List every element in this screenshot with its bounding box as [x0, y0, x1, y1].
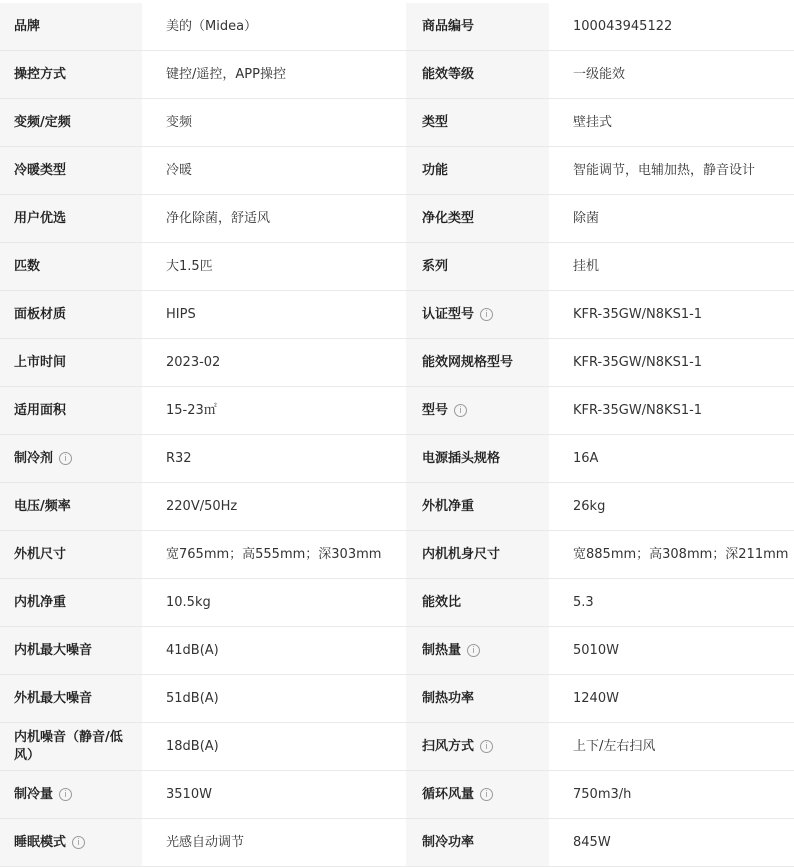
spec-value-cell [142, 339, 406, 387]
spec-value-cell [549, 483, 794, 531]
spec-row [0, 579, 794, 627]
spec-key: 变频/定频 [14, 114, 71, 130]
spec-value-cell [142, 243, 406, 291]
spec-row [0, 483, 794, 531]
spec-key: 商品编号 [422, 18, 475, 34]
spec-key-cell [0, 723, 142, 771]
spec-value-cell [142, 435, 406, 483]
spec-key: 认证型号 [422, 306, 475, 322]
spec-key-cell [0, 483, 142, 531]
info-icon[interactable]: i [467, 644, 480, 657]
spec-value-cell [142, 387, 406, 435]
spec-value: 51dB(A) [166, 690, 219, 706]
spec-row [0, 435, 794, 483]
spec-key: 冷暖类型 [14, 162, 67, 178]
spec-key-cell [406, 483, 549, 531]
spec-key-cell [406, 819, 549, 867]
spec-value-cell [549, 339, 794, 387]
spec-value-cell [142, 195, 406, 243]
spec-value: 2023-02 [166, 354, 221, 370]
spec-value-cell [549, 147, 794, 195]
spec-value-cell [142, 51, 406, 99]
spec-key: 制热量 [422, 642, 462, 658]
spec-value: 宽885mm；高308mm；深211mm [573, 546, 789, 562]
spec-key-cell [0, 627, 142, 675]
spec-value: 1240W [573, 690, 619, 706]
info-icon[interactable]: i [454, 404, 467, 417]
spec-value: 光感自动调节 [166, 834, 245, 850]
spec-key-cell [406, 291, 549, 339]
spec-key: 型号 [422, 402, 449, 418]
spec-row [0, 531, 794, 579]
spec-key-cell [0, 435, 142, 483]
spec-value: 挂机 [573, 258, 600, 274]
spec-key: 净化类型 [422, 210, 475, 226]
spec-value: 845W [573, 834, 611, 850]
spec-key-cell [406, 723, 549, 771]
spec-value: 3510W [166, 786, 212, 802]
spec-value: 变频 [166, 114, 193, 130]
spec-key: 品牌 [14, 18, 41, 34]
spec-key: 功能 [422, 162, 449, 178]
spec-value-cell [142, 531, 406, 579]
spec-value-cell [142, 723, 406, 771]
spec-value-cell [549, 531, 794, 579]
spec-key-cell [406, 147, 549, 195]
spec-row [0, 339, 794, 387]
spec-value: 15-23㎡ [166, 402, 217, 418]
spec-key: 外机净重 [422, 498, 475, 514]
spec-key-cell [0, 195, 142, 243]
spec-key-cell [0, 99, 142, 147]
spec-key-cell [406, 627, 549, 675]
spec-key-cell [406, 531, 549, 579]
spec-key-cell [406, 195, 549, 243]
spec-value: 26kg [573, 498, 606, 514]
spec-key-cell [0, 531, 142, 579]
spec-value: 750m3/h [573, 786, 632, 802]
spec-value-cell [142, 771, 406, 819]
spec-table [0, 3, 794, 867]
spec-key: 制冷量 [14, 786, 54, 802]
info-icon[interactable]: i [72, 836, 85, 849]
spec-value: 一级能效 [573, 66, 626, 82]
spec-value-cell [142, 291, 406, 339]
spec-key-cell [406, 51, 549, 99]
spec-value: 智能调节，电辅加热，静音设计 [573, 162, 756, 178]
spec-value-cell [549, 195, 794, 243]
spec-key-cell [0, 771, 142, 819]
spec-value-cell [549, 51, 794, 99]
spec-key: 上市时间 [14, 354, 67, 370]
spec-key-cell [0, 3, 142, 51]
spec-key: 电压/频率 [14, 498, 71, 514]
spec-key-cell [0, 387, 142, 435]
spec-value-cell [142, 99, 406, 147]
spec-key: 制冷功率 [422, 834, 475, 850]
spec-key: 能效网规格型号 [422, 354, 514, 370]
spec-key-cell [0, 51, 142, 99]
spec-value: 美的（Midea） [166, 18, 258, 34]
spec-key: 能效等级 [422, 66, 475, 82]
spec-value: 41dB(A) [166, 642, 219, 658]
spec-value-cell [549, 723, 794, 771]
spec-key: 循环风量 [422, 786, 475, 802]
spec-value: HIPS [166, 306, 196, 322]
spec-key: 制热功率 [422, 690, 475, 706]
spec-value-cell [549, 819, 794, 867]
spec-row [0, 627, 794, 675]
spec-value: KFR-35GW/N8KS1-1 [573, 306, 703, 322]
spec-value: 键控/遥控，APP操控 [166, 66, 286, 82]
spec-value-cell [549, 579, 794, 627]
spec-key-cell [406, 675, 549, 723]
spec-value-cell [142, 675, 406, 723]
spec-key-cell [406, 771, 549, 819]
spec-value-cell [142, 627, 406, 675]
spec-value-cell [549, 99, 794, 147]
spec-value-cell [549, 387, 794, 435]
info-icon[interactable]: i [59, 452, 72, 465]
spec-row [0, 723, 794, 771]
spec-value: 冷暖 [166, 162, 193, 178]
spec-value: 净化除菌，舒适风 [166, 210, 271, 226]
spec-key: 睡眠模式 [14, 834, 67, 850]
spec-key: 制冷剂 [14, 450, 54, 466]
spec-key: 内机噪音（静音/低风） [14, 729, 123, 763]
spec-key: 外机尺寸 [14, 546, 67, 562]
spec-value: 18dB(A) [166, 738, 219, 754]
spec-key-cell [406, 387, 549, 435]
spec-key: 内机最大噪音 [14, 642, 93, 658]
spec-value: 大1.5匹 [166, 258, 213, 274]
spec-key-cell [0, 147, 142, 195]
spec-value-cell [549, 675, 794, 723]
spec-value: KFR-35GW/N8KS1-1 [573, 354, 703, 370]
spec-value: 5.3 [573, 594, 594, 610]
spec-key-cell [406, 339, 549, 387]
spec-row [0, 675, 794, 723]
spec-value: 上下/左右扫风 [573, 738, 656, 754]
spec-key: 能效比 [422, 594, 462, 610]
spec-key-cell [406, 3, 549, 51]
spec-value-cell [549, 243, 794, 291]
spec-key: 适用面积 [14, 402, 67, 418]
spec-key: 扫风方式 [422, 738, 475, 754]
spec-row [0, 291, 794, 339]
spec-key: 匹数 [14, 258, 41, 274]
spec-row [0, 99, 794, 147]
spec-value-cell [549, 3, 794, 51]
spec-value: R32 [166, 450, 192, 466]
spec-key-cell [406, 435, 549, 483]
spec-value-cell [549, 771, 794, 819]
spec-value: 10.5kg [166, 594, 211, 610]
spec-value-cell [142, 579, 406, 627]
info-icon[interactable]: i [59, 788, 72, 801]
spec-row [0, 147, 794, 195]
spec-key: 类型 [422, 114, 449, 130]
spec-key-cell [406, 243, 549, 291]
spec-row [0, 51, 794, 99]
spec-key: 内机净重 [14, 594, 67, 610]
spec-value: 16A [573, 450, 599, 466]
spec-value: 除菌 [573, 210, 600, 226]
spec-key-cell [0, 579, 142, 627]
spec-key-cell [0, 819, 142, 867]
spec-key-cell [0, 675, 142, 723]
spec-key: 外机最大噪音 [14, 690, 93, 706]
spec-key: 系列 [422, 258, 449, 274]
spec-key-cell [0, 339, 142, 387]
spec-value-cell [549, 291, 794, 339]
spec-value-cell [142, 3, 406, 51]
spec-row [0, 243, 794, 291]
spec-row [0, 387, 794, 435]
spec-row [0, 195, 794, 243]
spec-key: 操控方式 [14, 66, 67, 82]
spec-value: 壁挂式 [573, 114, 613, 130]
spec-key-cell [0, 291, 142, 339]
spec-value-cell [142, 147, 406, 195]
spec-value-cell [549, 435, 794, 483]
spec-row [0, 819, 794, 867]
spec-key: 用户优选 [14, 210, 67, 226]
spec-value: 100043945122 [573, 18, 673, 34]
spec-key-cell [406, 99, 549, 147]
spec-key-cell [0, 243, 142, 291]
spec-value: 5010W [573, 642, 619, 658]
info-icon[interactable]: i [480, 308, 493, 321]
spec-value: 220V/50Hz [166, 498, 238, 514]
spec-row [0, 3, 794, 51]
spec-row [0, 771, 794, 819]
spec-value: KFR-35GW/N8KS1-1 [573, 402, 703, 418]
spec-key: 内机机身尺寸 [422, 546, 501, 562]
spec-key-cell [406, 579, 549, 627]
spec-value-cell [142, 819, 406, 867]
spec-value-cell [549, 627, 794, 675]
spec-value-cell [142, 483, 406, 531]
spec-key: 电源插头规格 [422, 450, 501, 466]
spec-key: 面板材质 [14, 306, 67, 322]
info-icon[interactable]: i [480, 788, 493, 801]
info-icon[interactable]: i [480, 740, 493, 753]
spec-value: 宽765mm；高555mm；深303mm [166, 546, 382, 562]
